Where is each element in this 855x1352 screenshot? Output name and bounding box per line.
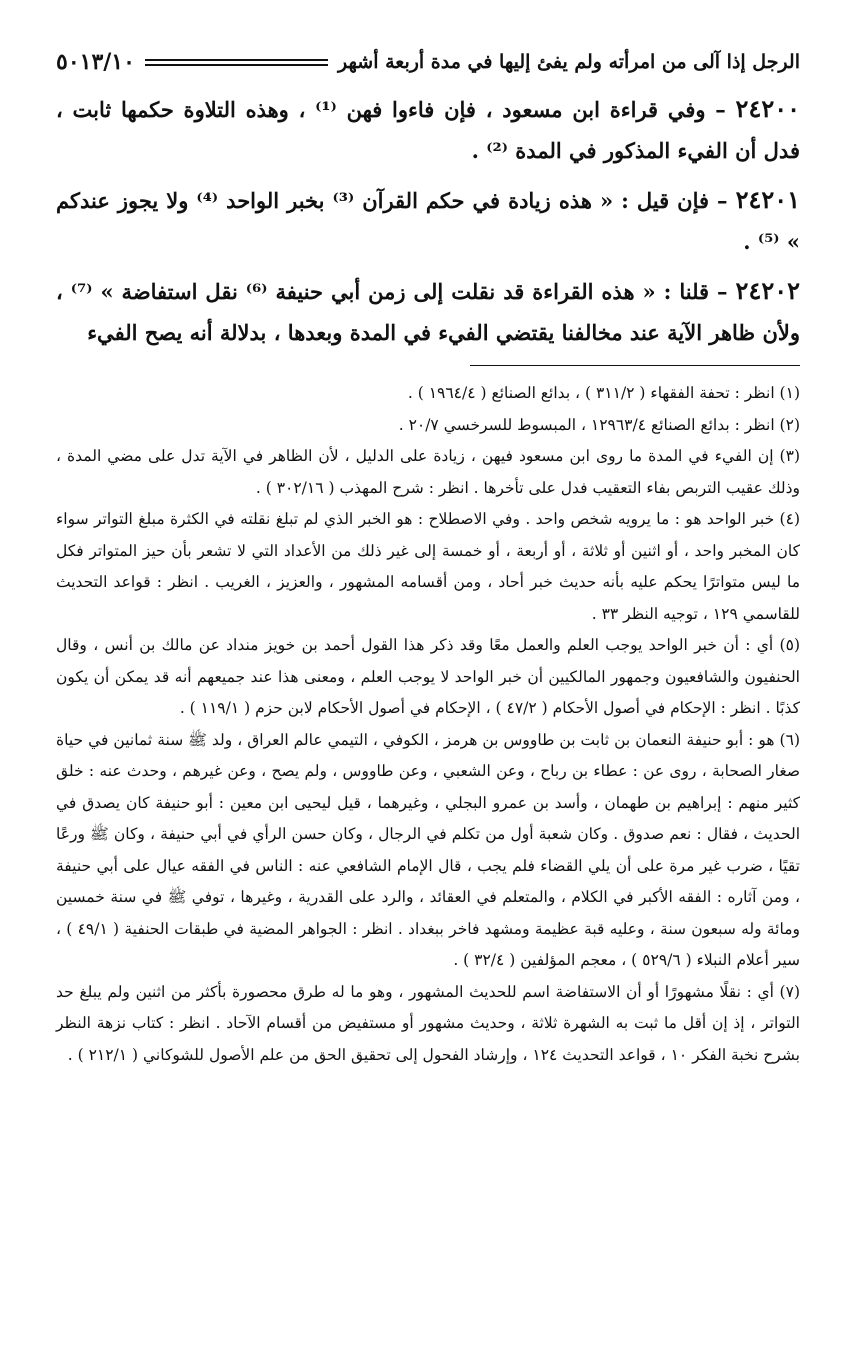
footnote-4: (٤) خبر الواحد هو : ما يرويه شخص واحد . وفي الاصطلاح : هو الخبر الذي لم تبلغ نقلته في الكثرة مبلغ التواتر سواء كان المخبر واحد ، أو اثنين أو ثلاثة ، أو أربعة ، أو خمسة إلى غير ذلك من الأعداد التي لا تشعر بأن حيز المتواتر فكل ما ليس متواترًا يحكم عليه بأنه حديث خبر أحاد ، ومن أقسامه المشهور ، والعزيز ، الغريب . انظر : قواعد التحديث للقاسمي ١٢٩ ، توجيه النظر ٣٣ . [56, 510, 800, 623]
paragraph-text: – فإن قيل : « هذه زيادة في حكم القرآن ⁽³⁾ بخبر الواحد ⁽⁴⁾ ولا يجوز عندكم » ⁽⁵⁾ . [56, 188, 800, 254]
running-head-rule [145, 59, 328, 66]
running-head-title: الرجل إذا آلى من امرأته ولم يفئ إليها في مدة أربعة أشهر [338, 51, 800, 73]
main-text [56, 88, 800, 353]
footnote-6: (٦) هو : أبو حنيفة النعمان بن ثابت بن طاووس بن هرمز ، الكوفي ، التيمي عالم العراق ، ولد ﷺ سنة ثمانين في حياة صغار الصحابة ، روى عن : عطاء بن رباح ، وعن الشعبي ، وعن طاووس ، ولم يصح ، وعن غيرهم ، وحدث عنه : خلق كثير منهم : إبراهيم بن طهمان ، وأسد بن عمرو البجلي ، وغيرهما ، قيل ليحيى ابن معين : أبو حنيفة كان يصدق في الحديث ، فقال : نعم صدوق . وكان شعبة أول من تكلم في الرجال ، وكان حسن الرأي في أبي حنيفة ، وكان ﷺ ورعًا تقيًا ، ضرب غير مرة على أن يلي القضاء فلم يجب ، قال الإمام الشافعي عنه : الناس في الفقه عيال على أبي حنيفة ، ومن آثاره : الفقه الأكبر في الكلام ، والمتعلم في العقائد ، والرد على القدرية ، وغيرها ، توفي ﷺ في سنة خمسين ومائة وله سبعون سنة ، وعليه قبة عظيمة ومشهد فاخر ببغداد . انظر : الجواهر المضية في طبقات الحنفية ( ٤٩/١ ) ، سير أعلام النبلاء ( ٥٢٩/٦ ) ، معجم المؤلفين ( ٣٢/٤ ) . [56, 730, 801, 969]
page-number: ٥٠١٣/١٠ [56, 49, 135, 75]
paragraph-number: ٢٤٢٠٢ [735, 276, 800, 305]
paragraph-24202 [56, 270, 800, 353]
footnotes [56, 378, 800, 1071]
footnote-3: (٣) إن الفيء في المدة ما روى ابن مسعود فيهن ، زيادة على الدليل ، لأن الظاهر في الآية تدل على مضي المدة ، وذلك عقيب التربص بفاء التعقيب فدل على تأخرها . انظر : شرح المهذب ( ٣٠٢/١٦ ) . [56, 447, 800, 497]
paragraph-24200 [56, 88, 800, 171]
paragraph-number: ٢٤٢٠١ [735, 185, 801, 214]
footnote-5: (٥) أي : أن خبر الواحد يوجب العلم والعمل معًا وقد ذكر هذا القول أحمد بن خويز منداد عن مالك بن أنس ، وقال الحنفيون والشافعيون وجمهور المالكيين أن خبر الواحد لا يوجب العلم ، ومعنى هذا عند جميعهم أنه قد يمكن أن يكون كذبًا . انظر : الإحكام في أصول الأحكام ( ٤٧/٢ ) ، الإحكام في أصول الأحكام لابن حزم ( ١١٩/١ ) . [56, 636, 800, 717]
book-page [56, 44, 800, 1071]
footnote-7: (٧) أي : نقلًا مشهورًا أو أن الاستفاضة اسم للحديث المشهور ، وهو ما له طرق محصورة بأكثر من اثنين ولم يبلغ حد التواتر ، إذ إن أقل ما ثبت به الشهرة ثلاثة ، وحديث مشهور أو مستفيض من أقسام الآحاد . انظر : كتاب نزهة النظر بشرح نخبة الفكر ١٠ ، قواعد التحديث ١٢٤ ، وإرشاد الفحول إلى تحقيق الحق من علم الأصول للشوكاني ( ٢١٢/١ ) . [56, 982, 800, 1064]
paragraph-24201 [56, 179, 800, 262]
footnote-2: (٢) انظر : بدائع الصنائع ١٢٩٦٣/٤ ، المبسوط للسرخسي ٢٠/٧ . [398, 415, 800, 434]
paragraph-number: ٢٤٢٠٠ [735, 94, 800, 123]
paragraph-text: – قلنا : « هذه القراءة قد نقلت إلى زمن أبي حنيفة ⁽⁶⁾ نقل استفاضة » ⁽⁷⁾ ، ولأن ظاهر الآية عند مخالفنا يقتضي الفيء في المدة وبعدها ، بدلالة أنه يصح الفيء [56, 279, 800, 345]
running-head [56, 44, 800, 80]
paragraph-text: – وفي قراءة ابن مسعود ، فإن فاءوا فهن ⁽¹⁾ ، وهذه التلاوة حكمها ثابت ، فدل أن الفيء المذكور في المدة ⁽²⁾ . [56, 97, 800, 163]
footnote-separator [470, 365, 800, 366]
footnote-1: (١) انظر : تحفة الفقهاء ( ٣١١/٢ ) ، بدائع الصنائع ( ١٩٦٤/٤ ) . [407, 384, 800, 402]
